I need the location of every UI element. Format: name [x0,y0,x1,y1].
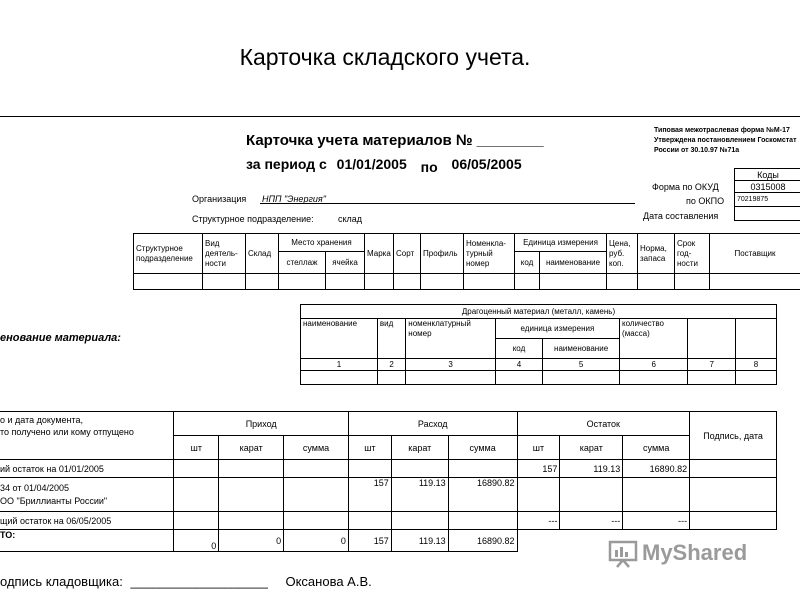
total-label: ТО: [0,530,174,552]
signature-name: Оксанова А.В. [285,574,372,589]
precious-title: Драгоценный материал (металл, камень) [301,305,777,319]
header-carat: карат [219,436,284,460]
header-price: Цена, руб. коп. [607,234,638,274]
number-row [301,359,777,371]
cell: 119.13 [391,530,448,552]
movement-table [0,411,777,552]
cell [560,478,623,512]
form-info-line: Утверждена постановлением Госкомстат [654,137,797,144]
header-qty: количество (масса) [620,319,688,359]
codes-table [734,168,800,221]
header-item-no: Номенкла-турный номер [464,234,515,274]
row-document-line: 34 от 01/04/2005 [0,482,69,493]
period-from-value: 01/01/2005 [336,156,407,172]
okpo-label: по ОКПО [686,196,725,206]
signature-blank: ___________________ [130,574,268,589]
period-from-label: за период с [246,156,327,172]
divider-line [0,116,800,117]
header-income: Приход [174,412,349,436]
row-document [0,478,174,512]
header-location: Место хранения [279,234,365,252]
cell [219,460,284,478]
table-row [301,371,777,385]
empty-cell [735,319,776,359]
header-unit-code: код [495,339,542,359]
period-to-label: по [420,159,438,175]
header-unit-code: код [515,252,540,274]
header-carat: карат [560,436,623,460]
cell [174,460,219,478]
cell [284,460,349,478]
header-unit: единица измерения [495,319,619,339]
header-item-no: номенклатурный номер [406,319,496,359]
cell [690,478,777,512]
header-pcs: шт [348,436,391,460]
cell [623,478,690,512]
cell [690,460,777,478]
division-value: склад [338,214,363,224]
cell: 119.13 [391,478,448,512]
header-unit-name: наименование [540,252,607,274]
cell [348,460,391,478]
cell: --- [560,512,623,530]
card-number-blank: ________ [476,132,544,149]
form-info-line: Типовая межотраслевая форма №М-17 [654,127,790,134]
header-warehouse: Склад [246,234,279,274]
table-row [0,512,777,530]
card-title [246,132,544,149]
cell [174,512,219,530]
date-value [735,207,800,221]
cell [690,512,777,530]
column-number: 1 [301,359,378,371]
cell [219,512,284,530]
okpo-value: 70219875 [735,193,800,207]
period-line [246,156,528,175]
cell: 157 [348,530,391,552]
cell: 16890.82 [448,478,517,512]
org-label: Организация [192,194,247,204]
cell: --- [517,512,560,530]
cell [348,512,391,530]
header-unit: Единица измерения [515,234,607,252]
cell [517,478,560,512]
header-brand: Марка [365,234,394,274]
cell [448,512,517,530]
header-document-line: то получено или кому отпущено [0,427,134,437]
header-rack: стеллаж [279,252,326,274]
header-document [0,412,174,460]
cell [391,460,448,478]
presentation-icon [608,538,638,568]
header-sum: сумма [284,436,349,460]
column-number: 2 [377,359,405,371]
header-pcs: шт [174,436,219,460]
header-name: наименование [301,319,378,359]
cell: 119.13 [560,460,623,478]
storage-table [133,233,800,290]
cell [284,478,349,512]
column-number: 3 [406,359,496,371]
material-name-label: енование материала: [0,332,121,344]
header-activity: Вид деятель-ности [203,234,246,274]
header-grade: Сорт [394,234,421,274]
table-row [0,460,777,478]
empty-cell [688,319,735,359]
cell [284,512,349,530]
cell: 0 [219,530,284,552]
cell: 157 [348,478,391,512]
cell: 0 [284,530,349,552]
column-number: 4 [495,359,542,371]
table-row [134,274,800,290]
division-label: Структурное подразделение: [192,214,314,224]
cell: 16890.82 [623,460,690,478]
signature-label: одпись кладовщика: [0,574,123,589]
card-title-text: Карточка учета материалов № [246,132,473,149]
header-norm: Норма, запаса [638,234,675,274]
cell: 16890.82 [448,530,517,552]
header-supplier: Поставщик [710,234,800,274]
header-sum: сумма [448,436,517,460]
header-pcs: шт [517,436,560,460]
form-info-line: России от 30.10.97 №71а [654,147,740,154]
cell: 157 [517,460,560,478]
signature-line [0,574,372,589]
cell [448,460,517,478]
row-document-line: ОО "Бриллианты России" [0,495,108,506]
header-profile: Профиль [421,234,464,274]
row-document: ий остаток на 01/01/2005 [0,460,174,478]
cell: 0 [174,530,219,552]
column-number: 5 [543,359,620,371]
cell: --- [623,512,690,530]
cell [174,478,219,512]
codes-header: Коды [735,169,800,181]
header-balance: Остаток [517,412,690,436]
date-label: Дата составления [643,211,719,221]
precious-table [300,304,777,385]
column-number: 6 [620,359,688,371]
cell [391,512,448,530]
header-document-line: о и дата документа, [0,415,84,425]
column-number: 7 [688,359,735,371]
header-type: вид [377,319,405,359]
column-number: 8 [735,359,776,371]
header-cell: ячейка [326,252,365,274]
table-row [0,478,777,512]
header-shelf: Срок год-ности [675,234,710,274]
header-unit-name: наименование [543,339,620,359]
header-division: Структурное подразделение [134,234,203,274]
header-expense: Расход [348,412,517,436]
watermark-text: MyShared [642,540,748,565]
header-sum: сумма [623,436,690,460]
period-to-value: 06/05/2005 [451,156,522,172]
okud-label: Форма по ОКУД [652,182,719,192]
cell [517,530,560,552]
header-signature: Подпись, дата [690,412,777,460]
slide-title: Карточка складского учета. [239,44,531,70]
cell [219,478,284,512]
row-document: щий остаток на 06/05/2005 [0,512,174,530]
okud-value: 0315008 [735,181,800,193]
header-carat: карат [391,436,448,460]
org-value: НПП "Энергия" [262,194,326,204]
form-info [654,126,797,156]
